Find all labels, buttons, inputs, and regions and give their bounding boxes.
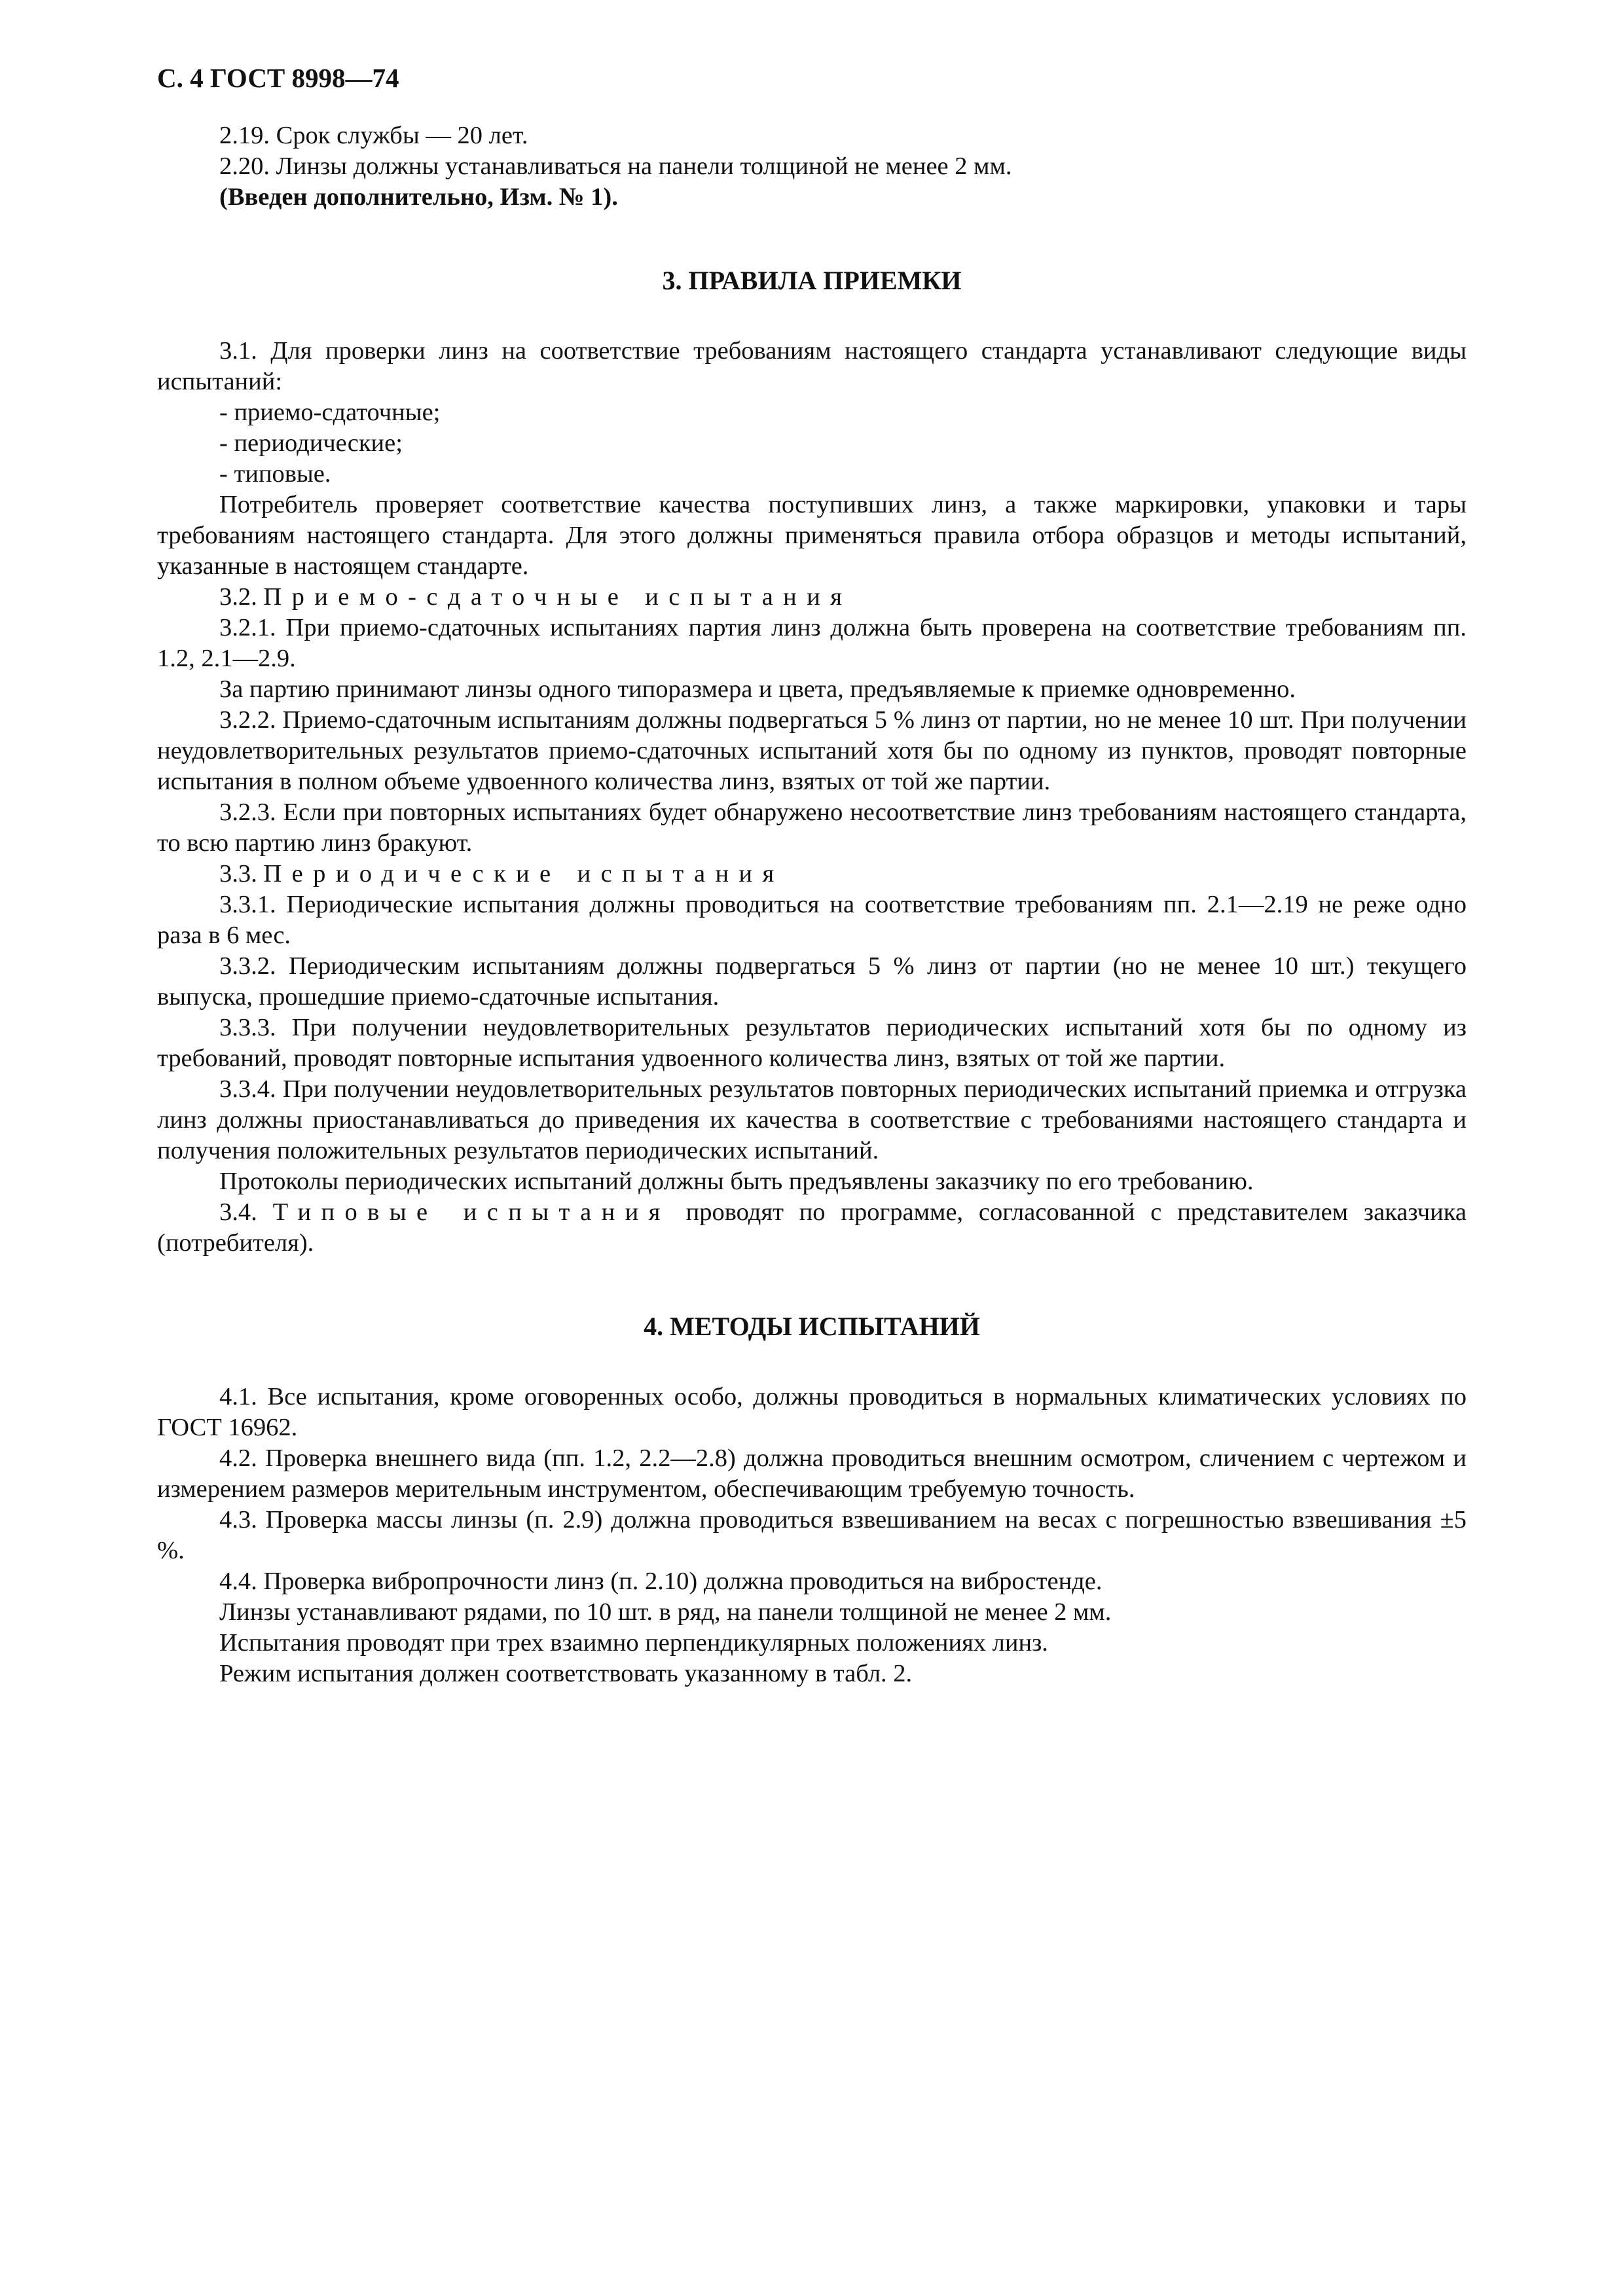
section-3-title: 3. ПРАВИЛА ПРИЕМКИ [662,266,962,296]
spaced-heading-acceptance: Приемо-сдаточные испытания [263,583,852,611]
document-page [157,62,1467,1689]
paragraph-3-2-3: 3.2.3. Если при повторных испытаниях будет обнаружено несоответствие линз требованиям настоящего стандарта, то всю партию линз бракуют. [157,798,1467,857]
paragraph-3-3-2: 3.3.2. Периодическим испытаниям должны подвергаться 5 % линз от партии (но не менее 10 шт.) текущего выпуска, прошедшие приемо-сдаточные испытания. [157,952,1467,1011]
clause-number: 3.2. [219,583,257,611]
paragraph-mode: Режим испытания должен соответствовать указанному в табл. 2. [219,1660,913,1688]
paragraph-rows: Линзы устанавливают рядами, по 10 шт. в ряд, на панели толщиной не менее 2 мм. [219,1598,1112,1626]
page-header: С. 4 ГОСТ 8998—74 [157,63,399,93]
paragraph-3-3-1: 3.3.1. Периодические испытания должны проводиться на соответствие требованиям пп. 2.1—2.19 не реже одно раза в 6 мес. [157,891,1467,950]
paragraph-4-3: 4.3. Проверка массы линзы (п. 2.9) должна проводиться взвешиванием на весах с погрешностью взвешивания ±5 %. [157,1506,1467,1565]
paragraph-positions: Испытания проводят при трех взаимно перпендикулярных положениях линз. [219,1629,1048,1657]
clause-number: 3.4. [219,1198,257,1227]
spaced-heading-periodic: Периодические испытания [263,860,784,888]
paragraph-3-2-2: 3.2.2. Приемо-сдаточным испытаниям должны подвергаться 5 % линз от партии, но не менее 10 шт. При получении неудовлетворительных результатов приемо-сдаточных испытаний хотя бы по одному из пунктов, проводят повторные испытания в полном объеме удвоенного количества линз, взятых от той же партии. [157,706,1467,796]
paragraph-4-1: 4.1. Все испытания, кроме оговоренных особо, должны проводиться в нормальных климатических условиях по ГОСТ 16962. [157,1383,1467,1442]
paragraph-4-2: 4.2. Проверка внешнего вида (пп. 1.2, 2.2—2.8) должна проводиться внешним осмотром, сличением с чертежом и измерением размеров мерительным инструментом, обеспечивающим требуемую точность. [157,1444,1467,1503]
paragraph-2-20: 2.20. Линзы должны устанавливаться на панели толщиной не менее 2 мм. [219,152,1012,181]
paragraph-protocols: Протоколы периодических испытаний должны быть предъявлены заказчику по его требованию. [219,1168,1254,1196]
paragraph-3-1: 3.1. Для проверки линз на соответствие требованиям настоящего стандарта устанавливают следующие виды испытаний: [157,337,1467,396]
section-4-title: 4. МЕТОДЫ ИСПЫТАНИЙ [644,1312,980,1342]
paragraph-2-19: 2.19. Срок службы — 20 лет. [219,122,528,150]
amendment-note: (Введен дополнительно, Изм. № 1). [219,183,618,211]
spaced-heading-type: Типовые испытания [272,1198,670,1227]
list-item-type: - типовые. [219,460,331,488]
paragraph-4-4: 4.4. Проверка вибропрочности линз (п. 2.10) должна проводиться на вибростенде. [219,1568,1103,1596]
list-item-periodic: - периодические; [219,429,403,457]
paragraph-3-4-text: проводят по программе, согласованной с представителем заказчика (потребителя). [157,1198,1467,1257]
paragraph-batch: За партию принимают линзы одного типоразмера и цвета, предъявляемые к приемке одновременно. [219,675,1296,704]
paragraph-3-2-heading [157,582,1467,613]
paragraph-3-3-4: 3.3.4. При получении неудовлетворительных результатов повторных периодических испытаний приемка и отгрузка линз должны приостанавливаться до приведения их качества в соответствие с требованиями настоящего стандарта и получения положительных результатов периодических испытаний. [157,1075,1467,1165]
clause-number: 3.3. [219,860,257,888]
paragraph-3-4 [157,1197,1467,1259]
paragraph-consumer: Потребитель проверяет соответствие качества поступивших линз, а также маркировки, упаковки и тары требованиям настоящего стандарта. Для этого должны применяться правила отбора образцов и методы испытаний, указанные в настоящем стандарте. [157,491,1467,581]
list-item-acceptance: - приемо-сдаточные; [219,399,441,427]
paragraph-3-3-heading [157,859,1467,889]
paragraph-3-3-3: 3.3.3. При получении неудовлетворительных результатов периодических испытаний хотя бы по одному из требований, проводят повторные испытания удвоенного количества линз, взятых от той же партии. [157,1014,1467,1073]
paragraph-3-2-1: 3.2.1. При приемо-сдаточных испытаниях партия линз должна быть проверена на соответствие требованиям пп. 1.2, 2.1—2.9. [157,614,1467,673]
